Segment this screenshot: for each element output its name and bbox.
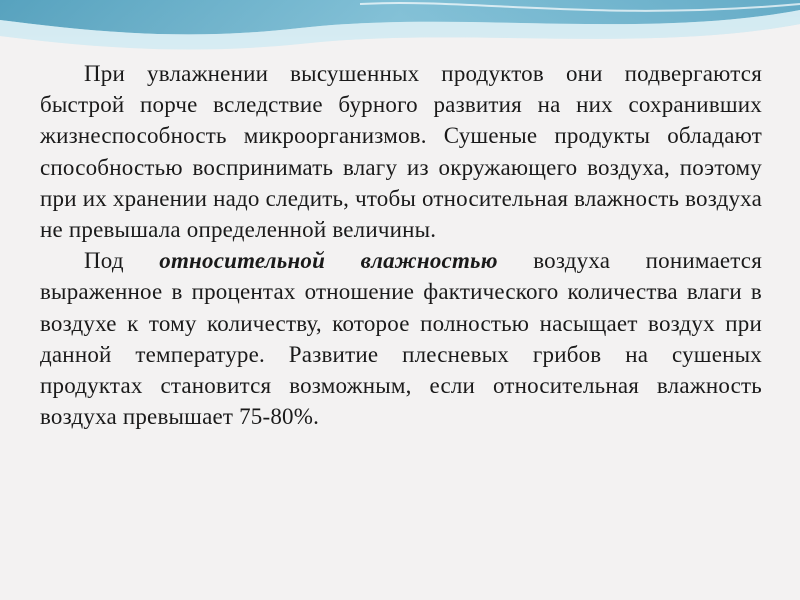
body-text: [40, 58, 762, 432]
paragraph-2-term: относительной влажностью: [159, 248, 498, 274]
paragraph-2-rest: воздуха понимается выраженное в процентах отношение фактического количества влаги в воздухе к тому количеству, которое полностью насыщает воздух при данной температуре. Развитие плесневых грибов на сушеных продуктах становится возможным, если относительная влажность воздуха превышает 75-80%.: [40, 248, 762, 430]
paragraph-2: [40, 245, 762, 432]
paragraph-2-lead: Под: [84, 248, 124, 274]
paragraph-1: При увлажнении высушенных продуктов они подвергаются быстрой порче вследствие бурного развития на них сохранивших жизнеспособность микроорганизмов. Сушеные продукты обладают способностью воспринимать влагу из окружающего воздуха, поэтому при их хранении надо следить, чтобы относительная влажность воздуха не превышала определенной величины.: [40, 61, 762, 243]
